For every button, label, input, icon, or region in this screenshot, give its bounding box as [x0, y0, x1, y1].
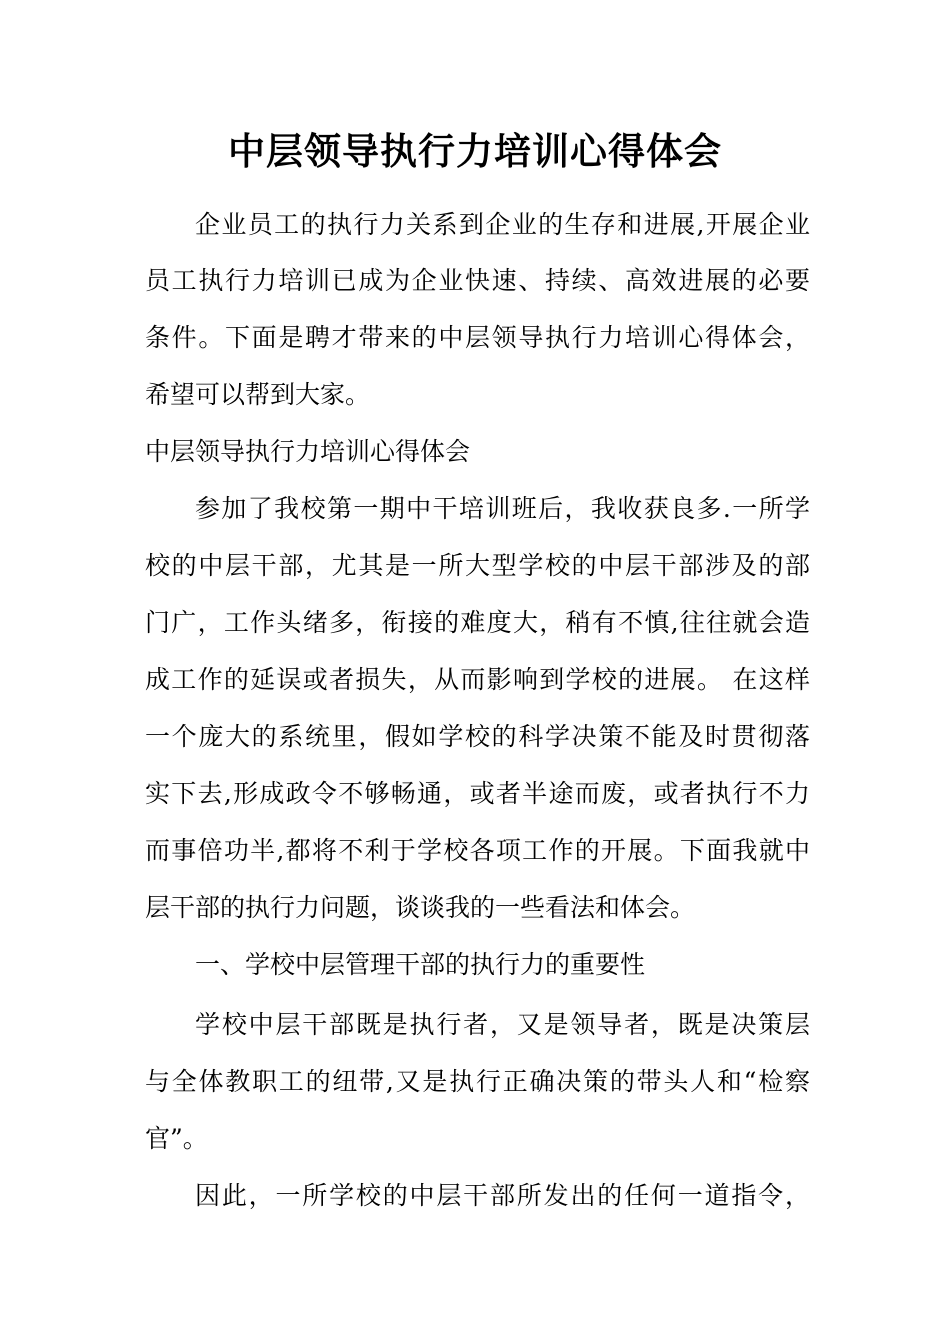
paragraph-line: 企业员工的执行力关系到企业的生存和进展,开展企业 [195, 210, 810, 239]
paragraph-line: 员工执行力培训已成为企业快速、持续、高效进展的必要 [145, 266, 810, 295]
paragraph-line: 与全体教职工的纽带,又是执行正确决策的带头人和“检察 [145, 1067, 810, 1096]
paragraph-line: 实下去,形成政令不够畅通，或者半途而废，或者执行不力 [145, 779, 810, 808]
paragraph-line: 条件。下面是聘才带来的中层领导执行力培训心得体会， [145, 323, 810, 352]
paragraph-line: 一个庞大的系统里，假如学校的科学决策不能及时贯彻落 [145, 722, 810, 751]
section-heading: 中层领导执行力培训心得体会 [145, 437, 471, 466]
paragraph-line: 而事倍功半,都将不利于学校各项工作的开展。下面我就中 [145, 836, 810, 865]
paragraph-line: 希望可以帮到大家。 [145, 380, 371, 409]
section-heading: 一、学校中层管理干部的执行力的重要性 [195, 950, 646, 979]
paragraph-line: 校的中层干部，尤其是一所大型学校的中层干部涉及的部 [145, 551, 810, 580]
document-title: 中层领导执行力培训心得体会 [228, 130, 722, 173]
paragraph-line: 成工作的延误或者损失，从而影响到学校的进展。 在这样 [145, 665, 810, 694]
paragraph-line: 学校中层干部既是执行者，又是领导者，既是决策层 [195, 1010, 810, 1039]
paragraph-line: 门广，工作头绪多，衔接的难度大，稍有不慎,往往就会造 [145, 608, 810, 637]
paragraph-line: 层干部的执行力问题，谈谈我的一些看法和体会。 [145, 893, 696, 922]
paragraph-line: 因此，一所学校的中层干部所发出的任何一道指令， [195, 1181, 810, 1210]
paragraph-line: 参加了我校第一期中干培训班后，我收获良多.一所学 [195, 494, 810, 523]
paragraph-line: 官”。 [145, 1124, 208, 1153]
